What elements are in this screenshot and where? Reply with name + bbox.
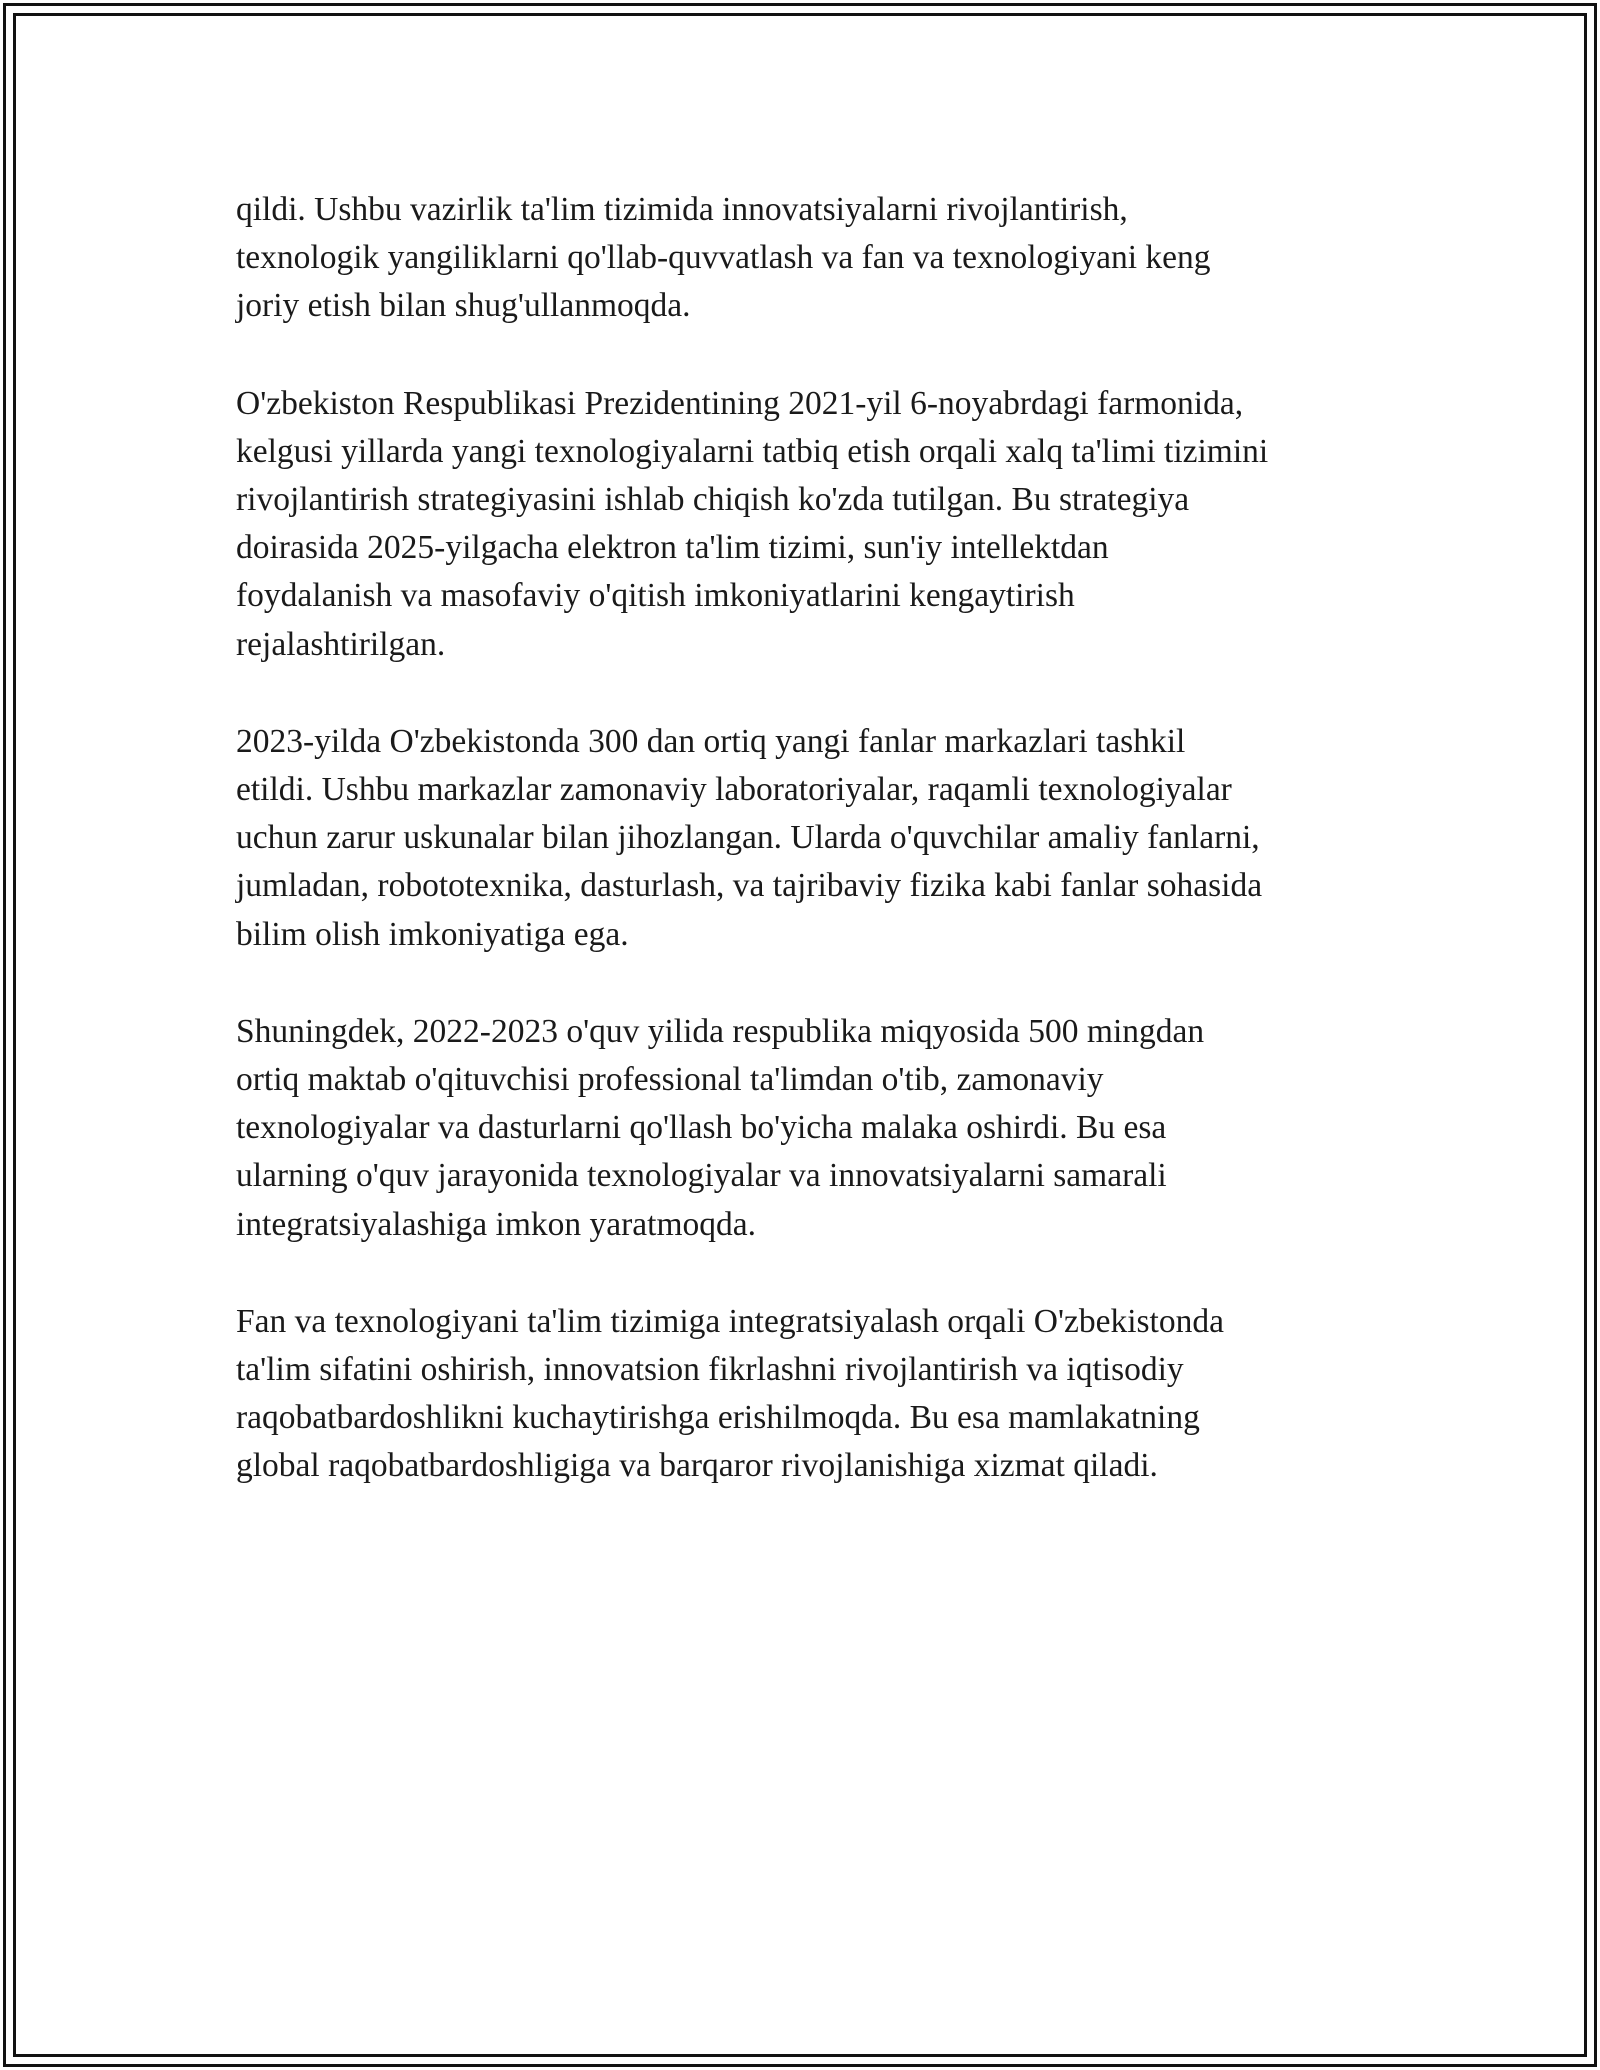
paragraph-5 <box>236 1298 1386 1491</box>
text-line: ularning o'quv jarayonida texnologiyalar va innovatsiyalarni samarali <box>236 1157 1167 1195</box>
text-line: 2023-yilda O'zbekistonda 300 dan ortiq yangi fanlar markazlari tashkil <box>236 722 1186 760</box>
text-line: ortiq maktab o'qituvchisi professional ta'limdan o'tib, zamonaviy <box>236 1061 1104 1099</box>
text-line: ta'lim sifatini oshirish, innovatsion fikrlashni rivojlantirish va iqtisodiy <box>236 1351 1184 1389</box>
paragraph-4 <box>236 1008 1386 1249</box>
text-line: texnologik yangiliklarni qo'llab-quvvatlash va fan va texnologiyani keng <box>236 239 1211 277</box>
text-line: jumladan, robototexnika, dasturlash, va tajribaviy fizika kabi fanlar sohasida <box>236 867 1263 905</box>
text-line: integratsiyalashiga imkon yaratmoqda. <box>236 1205 757 1243</box>
text-line: doirasida 2025-yilgacha elektron ta'lim tizimi, sun'iy intellektdan <box>236 529 1109 567</box>
text-line: qildi. Ushbu vazirlik ta'lim tizimida innovatsiyalarni rivojlantirish, <box>236 191 1128 228</box>
text-line: etildi. Ushbu markazlar zamonaviy laboratoriyalar, raqamli texnologiyalar <box>236 771 1232 809</box>
text-line: global raqobatbardoshligiga va barqaror rivojlanishiga xizmat qiladi. <box>236 1447 1158 1485</box>
text-line: O'zbekiston Respublikasi Prezidentining 2021-yil 6-noyabrdagi farmonida, <box>236 384 1244 422</box>
text-line: uchun zarur uskunalar bilan jihozlangan. Ularda o'quvchilar amaliy fanlarni, <box>236 819 1260 857</box>
text-line: rejalashtirilgan. <box>236 625 446 663</box>
text-line: kelgusi yillarda yangi texnologiyalarni tatbiq etish orqali xalq ta'limi tizimini <box>236 432 1269 470</box>
text-line: Fan va texnologiyani ta'lim tizimiga integratsiyalash orqali O'zbekistonda <box>236 1302 1224 1340</box>
text-line: Shuningdek, 2022-2023 o'quv yilida respublika miqyosida 500 mingdan <box>236 1012 1205 1050</box>
text-line: texnologiyalar va dasturlarni qo'llash bo'yicha malaka oshirdi. Bu esa <box>236 1109 1167 1147</box>
text-line: bilim olish imkoniyatiga ega. <box>236 915 629 953</box>
paragraph-2 <box>236 380 1386 669</box>
paragraph-1 <box>236 186 1386 331</box>
text-line: rivojlantirish strategiyasini ishlab chiqish ko'zda tutilgan. Bu strategiya <box>236 481 1190 519</box>
paragraph-3 <box>236 718 1386 959</box>
text-line: raqobatbardoshlikni kuchaytirishga erishilmoqda. Bu esa mamlakatning <box>236 1399 1200 1437</box>
document-body <box>236 186 1386 1540</box>
text-line: foydalanish va masofaviy o'qitish imkoniyatlarini kengaytirish <box>236 577 1075 615</box>
text-line: joriy etish bilan shug'ullanmoqda. <box>236 287 691 325</box>
